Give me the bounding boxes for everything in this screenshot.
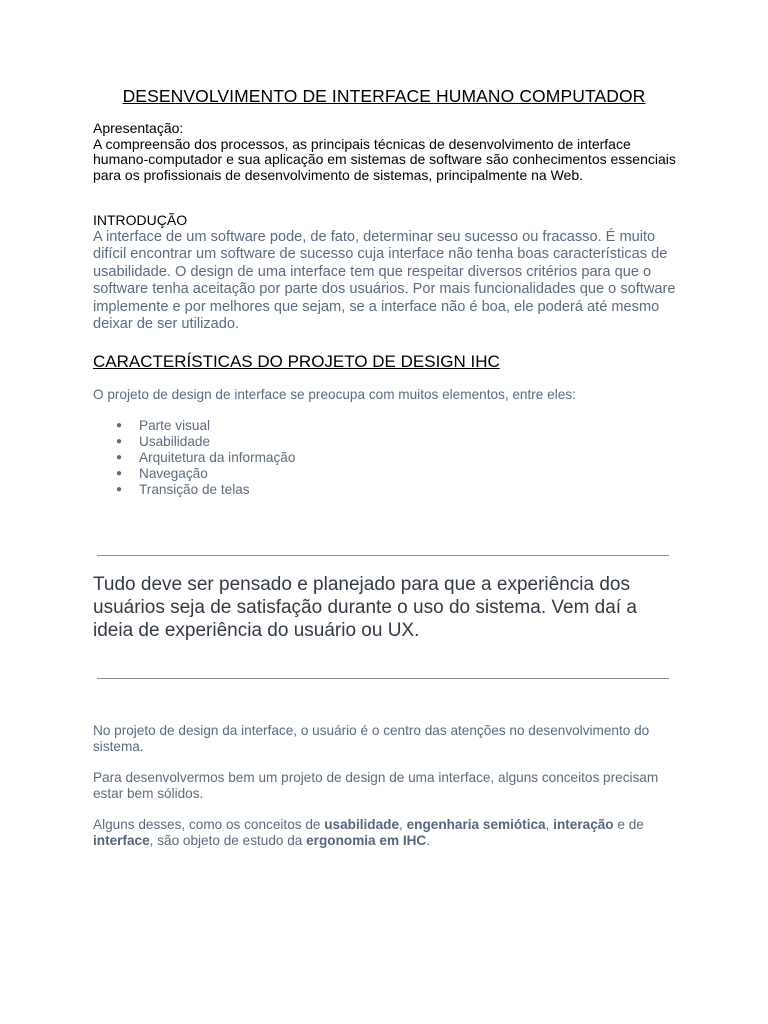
list-item-label: Usabilidade	[139, 433, 211, 449]
introducao-label: INTRODUÇÃO	[93, 212, 188, 228]
caracteristicas-intro: O projeto de design de interface se preocupa com muitos elementos, entre eles:	[93, 387, 576, 402]
bullet-icon: ●	[116, 484, 123, 496]
caracteristicas-section	[93, 352, 678, 498]
ergonomia-text-6: .	[426, 832, 431, 848]
ergonomia-text-3: ,	[545, 817, 554, 832]
paragraph-usuario-centro: No projeto de design da interface, o usuário é o centro das atenções no desenvolvimento do sistema.	[93, 723, 650, 754]
ergonomia-text-2: ,	[399, 817, 407, 832]
apresentacao-text: A compreensão dos processos, as principais técnicas de desenvolvimento de interface humano-computador e sua aplicação em sistemas de software são conhecimentos essenciais para os profissionais de desenvolvimento de sistemas, principalmente na Web.	[93, 135, 676, 183]
list-item-label: Transição de telas	[139, 482, 250, 498]
list-item-label: Parte visual	[139, 417, 211, 433]
term-interface: interface	[93, 832, 150, 848]
list-item	[93, 434, 678, 450]
introducao-section	[93, 213, 678, 334]
bullet-icon: ●	[116, 451, 123, 463]
list-item-label: Navegação	[139, 466, 208, 482]
apresentacao-section	[93, 121, 678, 183]
ergonomia-text-5: , são objeto de estudo da	[149, 832, 307, 848]
list-item	[93, 482, 678, 498]
list-item	[93, 418, 678, 434]
caracteristicas-heading: CARACTERÍSTICAS DO PROJETO DE DESIGN IHC	[93, 352, 500, 371]
caracteristicas-list	[93, 418, 678, 498]
term-usabilidade: usabilidade	[324, 817, 400, 832]
list-item	[93, 450, 678, 466]
apresentacao-label: Apresentação:	[93, 120, 184, 136]
top-divider	[97, 555, 669, 556]
ergonomia-text-4: e de	[613, 817, 644, 832]
ergonomia-text-1: Alguns desses, como os conceitos de	[93, 817, 325, 832]
bullet-icon: ●	[116, 435, 123, 447]
list-item	[93, 466, 678, 482]
ux-quote: Tudo deve ser pensado e planejado para que a experiência dos usuários seja de satisfação durante o uso do sistema. Vem daí a ideia de experiência do usuário ou UX.	[93, 574, 637, 641]
document-title: DESENVOLVIMENTO DE INTERFACE HUMANO COMPUTADOR	[122, 86, 646, 106]
term-engenharia-semiotica: engenharia semiótica	[406, 817, 546, 832]
paragraph-conceitos: Para desenvolvermos bem um projeto de design de uma interface, alguns conceitos precisam estar bem sólidos.	[93, 770, 659, 801]
bottom-divider	[97, 678, 669, 679]
term-ergonomia-ihc: ergonomia em IHC	[306, 832, 427, 848]
term-interacao: interação	[553, 817, 614, 832]
paragraph-ergonomia	[93, 817, 678, 849]
bullet-icon: ●	[116, 419, 123, 431]
list-item-label: Arquitetura da informação	[139, 449, 296, 465]
introducao-text: A interface de um software pode, de fato, determinar seu sucesso ou fracasso. É muito difícil encontrar um software de sucesso cuja interface não tenha boas características de usabilidade. O design de uma interface tem que respeitar diversos critérios para que o software tenha aceitação por parte dos usuários. Por mais funcionalidades que o software implemente e por melhores que sejam, se a interface não é boa, ele poderá até mesmo deixar de ser utilizado.	[93, 228, 676, 333]
bullet-icon: ●	[116, 468, 123, 480]
